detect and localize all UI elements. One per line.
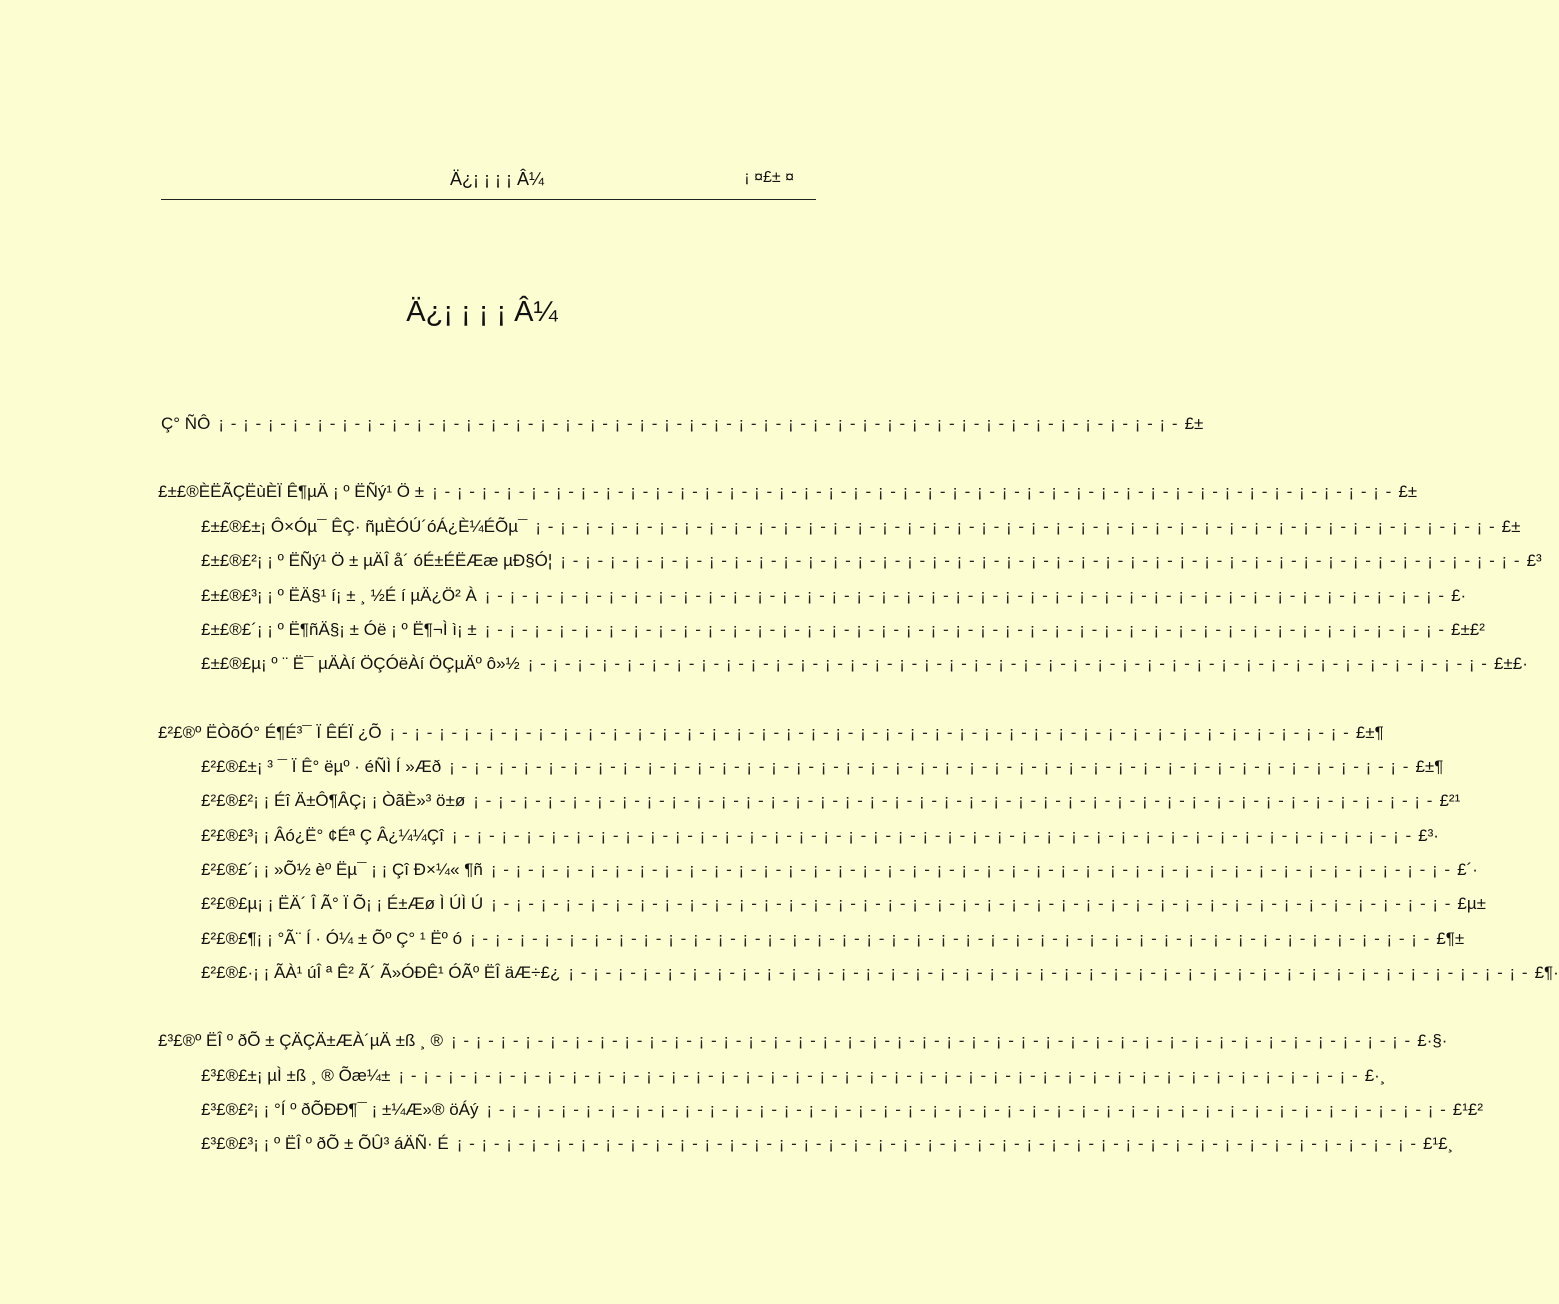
toc-leader: ¡ - ¡ - ¡ - ¡ - ¡ - ¡ - ¡ - ¡ - ¡ - ¡ - ¡ - ¡ - ¡ - ¡ - ¡ - ¡ - ¡ - ¡ - ¡ - ¡ - ¡ - ¡ - ¡ - ¡ - ¡ - ¡ - ¡ - ¡ - ¡ - ¡ - ¡ - ¡ - ¡ - ¡ - ¡ - ¡ - ¡ - ¡ - ¡ -	[451, 826, 1413, 845]
toc-leader: ¡ - ¡ - ¡ - ¡ - ¡ - ¡ - ¡ - ¡ - ¡ - ¡ - ¡ - ¡ - ¡ - ¡ - ¡ - ¡ - ¡ - ¡ - ¡ - ¡ - ¡ - ¡ - ¡ - ¡ - ¡ - ¡ - ¡ - ¡ - ¡ - ¡ - ¡ - ¡ - ¡ - ¡ - ¡ - ¡ - ¡ - ¡ - ¡ -	[568, 963, 1529, 982]
toc-entry-text: £²£®£µ¡ ¡ ËÄ´ Î Ã° Ï Õ¡ ¡ É±Æø Ì ÚÌ Ú	[201, 894, 484, 913]
toc-leader: ¡ - ¡ - ¡ - ¡ - ¡ - ¡ - ¡ - ¡ - ¡ - ¡ - ¡ - ¡ - ¡ - ¡ - ¡ - ¡ - ¡ - ¡ - ¡ - ¡ - ¡ - ¡ - ¡ - ¡ - ¡ - ¡ - ¡ - ¡ - ¡ - ¡ - ¡ - ¡ - ¡ - ¡ - ¡ - ¡ - ¡ - ¡ - ¡ -	[490, 860, 1452, 879]
toc-entry[interactable]	[201, 860, 1478, 884]
toc-leader: ¡ - ¡ - ¡ - ¡ - ¡ - ¡ - ¡ - ¡ - ¡ - ¡ - ¡ - ¡ - ¡ - ¡ - ¡ - ¡ - ¡ - ¡ - ¡ - ¡ - ¡ - ¡ - ¡ - ¡ - ¡ - ¡ - ¡ - ¡ - ¡ - ¡ - ¡ - ¡ - ¡ - ¡ - ¡ - ¡ - ¡ - ¡ - ¡ -	[473, 791, 1434, 810]
toc-entry[interactable]	[201, 894, 1487, 918]
toc-entry-text: £³£®£³¡ ¡ º ËÎ º ðÕ ± ÕÛ³ áÄÑ· É	[201, 1134, 449, 1153]
toc-entry-page: £³·	[1418, 826, 1439, 845]
toc-entry-page: £±	[1398, 482, 1418, 501]
toc-leader: ¡ - ¡ - ¡ - ¡ - ¡ - ¡ - ¡ - ¡ - ¡ - ¡ - ¡ - ¡ - ¡ - ¡ - ¡ - ¡ - ¡ - ¡ - ¡ - ¡ - ¡ - ¡ - ¡ - ¡ - ¡ - ¡ - ¡ - ¡ - ¡ - ¡ - ¡ - ¡ - ¡ - ¡ - ¡ - ¡ - ¡ - ¡ - ¡ -	[491, 894, 1452, 913]
toc-entry-page: £¶·	[1534, 963, 1559, 982]
toc-entry-page: £¹£²	[1452, 1100, 1484, 1119]
toc-leader: ¡ - ¡ - ¡ - ¡ - ¡ - ¡ - ¡ - ¡ - ¡ - ¡ - ¡ - ¡ - ¡ - ¡ - ¡ - ¡ - ¡ - ¡ - ¡ - ¡ - ¡ - ¡ - ¡ - ¡ - ¡ - ¡ - ¡ - ¡ - ¡ - ¡ - ¡ - ¡ - ¡ - ¡ - ¡ - ¡ - ¡ - ¡ - ¡ -	[484, 620, 1446, 639]
toc-entry-page: £·	[1451, 586, 1467, 605]
toc-entry-text: £±£®£±¡ Ô×Óµ¯ ÊÇ· ñµÈÓÚ´óÁ¿È¼ÉÕµ¯	[201, 517, 528, 536]
toc-entry[interactable]	[158, 723, 1384, 747]
document-title: Ä¿¡ ¡ ¡ ¡ Â¼	[406, 296, 558, 328]
toc-entry-page: £¶±	[1436, 929, 1465, 948]
toc-entry[interactable]	[201, 826, 1439, 850]
toc-entry[interactable]	[201, 551, 1542, 575]
toc-entry-text: £±£®ÈËÃÇËùÈÏ Ê¶µÄ ¡ º ËÑý¹ Ö ±	[158, 482, 425, 501]
toc-entry-page: £±	[1501, 517, 1521, 536]
toc-entry-text: £³£®£²¡ ¡ °Í º ðÕÐÐ¶¯ ¡ ±¼Æ»® öÁý	[201, 1100, 479, 1119]
toc-leader: ¡ - ¡ - ¡ - ¡ - ¡ - ¡ - ¡ - ¡ - ¡ - ¡ - ¡ - ¡ - ¡ - ¡ - ¡ - ¡ - ¡ - ¡ - ¡ - ¡ - ¡ - ¡ - ¡ - ¡ - ¡ - ¡ - ¡ - ¡ - ¡ - ¡ - ¡ - ¡ - ¡ - ¡ - ¡ - ¡ - ¡ - ¡ - ¡ -	[389, 723, 1350, 742]
toc-entry-page: £±£·	[1493, 654, 1528, 673]
toc-leader: ¡ - ¡ - ¡ - ¡ - ¡ - ¡ - ¡ - ¡ - ¡ - ¡ - ¡ - ¡ - ¡ - ¡ - ¡ - ¡ - ¡ - ¡ - ¡ - ¡ - ¡ - ¡ - ¡ - ¡ - ¡ - ¡ - ¡ - ¡ - ¡ - ¡ - ¡ - ¡ - ¡ - ¡ - ¡ - ¡ - ¡ - ¡ - ¡ -	[450, 1031, 1412, 1050]
toc-entry-text: £²£®£·¡ ¡ ÃÀ¹ úÎ ª Ê² Ã´ Ã»ÓÐÊ¹ ÓÃº ËÎ äÆ÷£¿	[201, 963, 561, 982]
toc-leader: ¡ - ¡ - ¡ - ¡ - ¡ - ¡ - ¡ - ¡ - ¡ - ¡ - ¡ - ¡ - ¡ - ¡ - ¡ - ¡ - ¡ - ¡ - ¡ - ¡ - ¡ - ¡ - ¡ - ¡ - ¡ - ¡ - ¡ - ¡ - ¡ - ¡ - ¡ - ¡ - ¡ - ¡ - ¡ - ¡ - ¡ - ¡ - ¡ -	[432, 482, 1393, 501]
toc-entry-text: £±£®£²¡ ¡ º ËÑý¹ Ö ± µÄÎ å´ óÉ±ÉËÆæ µÐ§Ó¦	[201, 551, 553, 570]
toc-entry-page: £±	[1184, 414, 1204, 433]
toc-entry-text: £³£®º ËÎ º ðÕ ± ÇÄÇÄ±ÆÀ´µÄ ±ß ¸ ®	[158, 1031, 443, 1050]
toc-leader: ¡ - ¡ - ¡ - ¡ - ¡ - ¡ - ¡ - ¡ - ¡ - ¡ - ¡ - ¡ - ¡ - ¡ - ¡ - ¡ - ¡ - ¡ - ¡ - ¡ - ¡ - ¡ - ¡ - ¡ - ¡ - ¡ - ¡ - ¡ - ¡ - ¡ - ¡ - ¡ - ¡ - ¡ - ¡ - ¡ - ¡ - ¡ - ¡ -	[449, 757, 1410, 776]
toc-leader: ¡ - ¡ - ¡ - ¡ - ¡ - ¡ - ¡ - ¡ - ¡ - ¡ - ¡ - ¡ - ¡ - ¡ - ¡ - ¡ - ¡ - ¡ - ¡ - ¡ - ¡ - ¡ - ¡ - ¡ - ¡ - ¡ - ¡ - ¡ - ¡ - ¡ - ¡ - ¡ - ¡ - ¡ - ¡ - ¡ - ¡ - ¡ - ¡ -	[398, 1066, 1359, 1085]
toc-entry-text: £²£®£´¡ ¡ »Õ½ èº Ëµ¯ ¡ ¡ Çî Ð×¼« ¶ñ	[201, 860, 483, 879]
toc-entry-page: £·§·	[1417, 1031, 1448, 1050]
toc-entry-page: £´·	[1457, 860, 1478, 879]
toc-entry[interactable]	[201, 620, 1485, 644]
page-number: ¡ ¤£± ¤	[744, 169, 794, 186]
toc-entry[interactable]	[201, 1066, 1386, 1090]
toc-entry[interactable]	[158, 482, 1418, 506]
toc-leader: ¡ - ¡ - ¡ - ¡ - ¡ - ¡ - ¡ - ¡ - ¡ - ¡ - ¡ - ¡ - ¡ - ¡ - ¡ - ¡ - ¡ - ¡ - ¡ - ¡ - ¡ - ¡ - ¡ - ¡ - ¡ - ¡ - ¡ - ¡ - ¡ - ¡ - ¡ - ¡ - ¡ - ¡ - ¡ - ¡ - ¡ - ¡ - ¡ -	[456, 1134, 1418, 1153]
toc-leader: ¡ - ¡ - ¡ - ¡ - ¡ - ¡ - ¡ - ¡ - ¡ - ¡ - ¡ - ¡ - ¡ - ¡ - ¡ - ¡ - ¡ - ¡ - ¡ - ¡ - ¡ - ¡ - ¡ - ¡ - ¡ - ¡ - ¡ - ¡ - ¡ - ¡ - ¡ - ¡ - ¡ - ¡ - ¡ - ¡ - ¡ - ¡ - ¡ -	[486, 1100, 1447, 1119]
toc-entry-text: £²£®£±¡ ³ ¯ Ï Ê° ëµº · éÑÌ Í »Æð	[201, 757, 442, 776]
toc-entry[interactable]	[201, 929, 1465, 953]
toc-entry[interactable]	[201, 654, 1528, 678]
toc-entry-text: Ç° ÑÔ	[161, 414, 211, 433]
toc-entry-text: £±£®£´¡ ¡ º Ë¶ñÄ§¡ ± Óë ¡ º Ë¶¬Ì ì¡ ±	[201, 620, 477, 639]
toc-entry[interactable]	[158, 1031, 1448, 1055]
toc-entry[interactable]	[161, 414, 1204, 438]
toc-entry-page: £µ±	[1457, 894, 1487, 913]
toc-entry[interactable]	[201, 517, 1521, 541]
toc-entry-text: £±£®£µ¡ º ¨ Ë¯ µÄÀí ÖÇÓëÀí ÖÇµÄº ô»½	[201, 654, 520, 673]
toc-entry[interactable]	[201, 757, 1444, 781]
toc-leader: ¡ - ¡ - ¡ - ¡ - ¡ - ¡ - ¡ - ¡ - ¡ - ¡ - ¡ - ¡ - ¡ - ¡ - ¡ - ¡ - ¡ - ¡ - ¡ - ¡ - ¡ - ¡ - ¡ - ¡ - ¡ - ¡ - ¡ - ¡ - ¡ - ¡ - ¡ - ¡ - ¡ - ¡ - ¡ - ¡ - ¡ - ¡ - ¡ -	[484, 586, 1446, 605]
toc-entry-text: £²£®º ËÒõÓ° É¶É³¯ Ï ÊÉÏ ¿Õ	[158, 723, 382, 742]
toc-entry[interactable]	[201, 791, 1461, 815]
toc-entry-text: £²£®£³¡ ¡ Âó¿Ë° ¢Éª Ç Â¿¼¼Çî	[201, 826, 444, 845]
toc-entry-page: £±¶	[1355, 723, 1384, 742]
toc-leader: ¡ - ¡ - ¡ - ¡ - ¡ - ¡ - ¡ - ¡ - ¡ - ¡ - ¡ - ¡ - ¡ - ¡ - ¡ - ¡ - ¡ - ¡ - ¡ - ¡ - ¡ - ¡ - ¡ - ¡ - ¡ - ¡ - ¡ - ¡ - ¡ - ¡ - ¡ - ¡ - ¡ - ¡ - ¡ - ¡ - ¡ - ¡ - ¡ -	[470, 929, 1431, 948]
toc-entry-text: £±£®£³¡ ¡ º ËÄ§¹ í¡ ± ¸ ½É í µÄ¿Ö² À	[201, 586, 477, 605]
toc-entry[interactable]	[201, 1134, 1454, 1158]
toc-entry-text: £³£®£±¡ µÌ ±ß ¸ ® Õæ¼±	[201, 1066, 391, 1085]
toc-leader: ¡ - ¡ - ¡ - ¡ - ¡ - ¡ - ¡ - ¡ - ¡ - ¡ - ¡ - ¡ - ¡ - ¡ - ¡ - ¡ - ¡ - ¡ - ¡ - ¡ - ¡ - ¡ - ¡ - ¡ - ¡ - ¡ - ¡ - ¡ - ¡ - ¡ - ¡ - ¡ - ¡ - ¡ - ¡ - ¡ - ¡ - ¡ - ¡ -	[527, 654, 1488, 673]
toc-entry[interactable]	[201, 586, 1467, 610]
toc-leader: ¡ - ¡ - ¡ - ¡ - ¡ - ¡ - ¡ - ¡ - ¡ - ¡ - ¡ - ¡ - ¡ - ¡ - ¡ - ¡ - ¡ - ¡ - ¡ - ¡ - ¡ - ¡ - ¡ - ¡ - ¡ - ¡ - ¡ - ¡ - ¡ - ¡ - ¡ - ¡ - ¡ - ¡ - ¡ - ¡ - ¡ - ¡ - ¡ -	[218, 414, 1179, 433]
toc-entry-page: £¹£¸	[1423, 1134, 1454, 1153]
running-header-title: Ä¿¡ ¡ ¡ ¡ Â¼	[450, 169, 544, 189]
toc-entry-page: £±¶	[1415, 757, 1444, 776]
toc-entry-text: £²£®£¶¡ ¡ °Ã¨ Í · Ó¼ ± Õº Ç° ¹ Ëº ó	[201, 929, 463, 948]
toc-entry[interactable]	[201, 963, 1559, 987]
toc-leader: ¡ - ¡ - ¡ - ¡ - ¡ - ¡ - ¡ - ¡ - ¡ - ¡ - ¡ - ¡ - ¡ - ¡ - ¡ - ¡ - ¡ - ¡ - ¡ - ¡ - ¡ - ¡ - ¡ - ¡ - ¡ - ¡ - ¡ - ¡ - ¡ - ¡ - ¡ - ¡ - ¡ - ¡ - ¡ - ¡ - ¡ - ¡ - ¡ -	[535, 517, 1496, 536]
toc-leader: ¡ - ¡ - ¡ - ¡ - ¡ - ¡ - ¡ - ¡ - ¡ - ¡ - ¡ - ¡ - ¡ - ¡ - ¡ - ¡ - ¡ - ¡ - ¡ - ¡ - ¡ - ¡ - ¡ - ¡ - ¡ - ¡ - ¡ - ¡ - ¡ - ¡ - ¡ - ¡ - ¡ - ¡ - ¡ - ¡ - ¡ - ¡ - ¡ -	[560, 551, 1521, 570]
toc-entry-text: £²£®£²¡ ¡ Éî Ä±Ô¶ÂÇ¡ ¡ ÒãÈ»³ ö±ø	[201, 791, 466, 810]
toc-entry-page: £±£²	[1451, 620, 1485, 639]
toc-entry-page: £³	[1526, 551, 1542, 570]
toc-entry-page: £²¹	[1439, 791, 1461, 810]
toc-entry[interactable]	[201, 1100, 1484, 1124]
toc-entry-page: £·¸	[1364, 1066, 1386, 1085]
